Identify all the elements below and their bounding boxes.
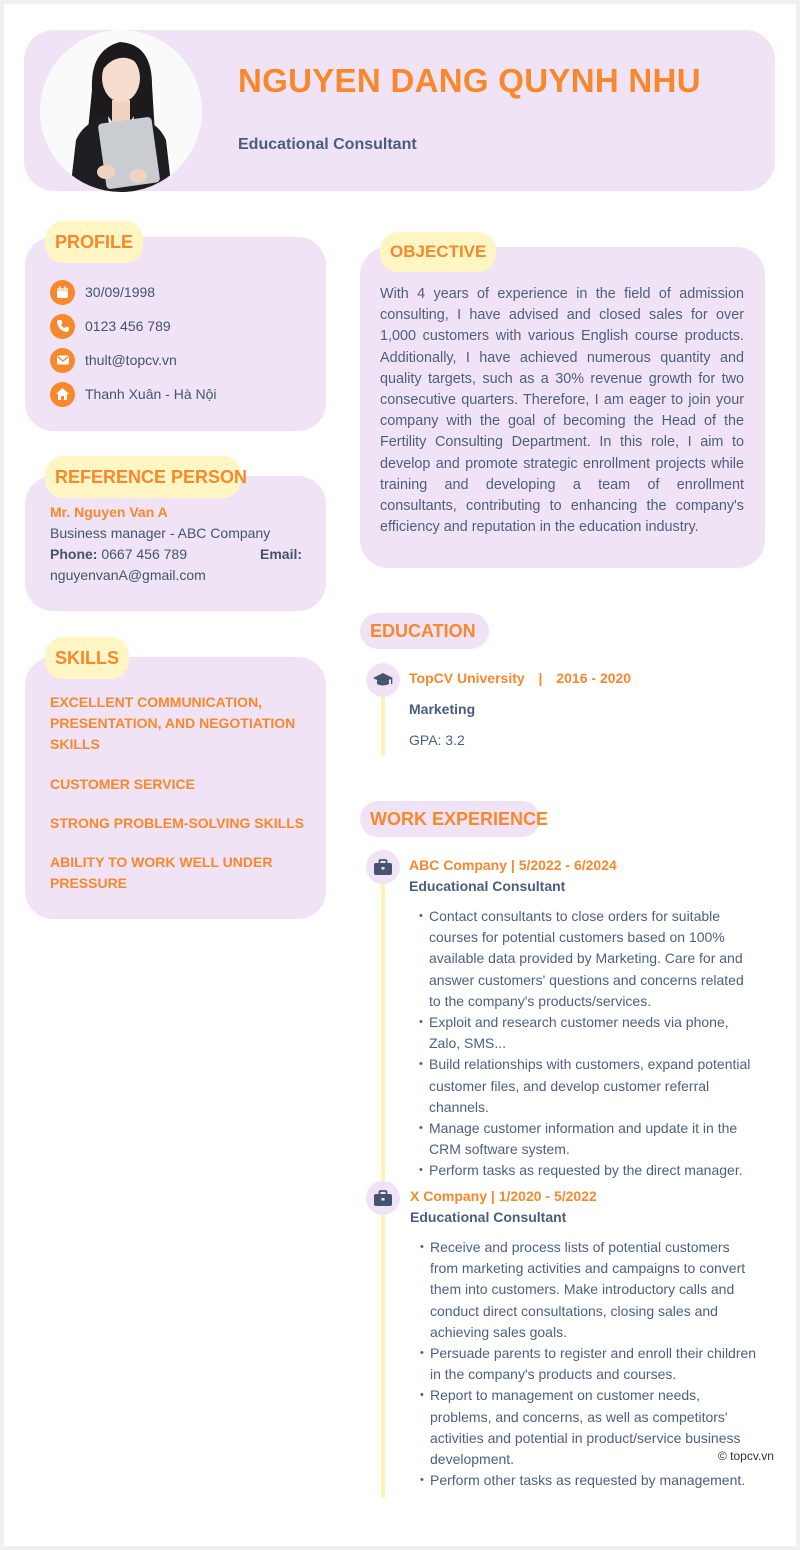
profile-phone-row	[50, 313, 171, 339]
education-gpa: GPA: 3.2	[409, 732, 465, 748]
briefcase-icon	[373, 1190, 393, 1207]
job-bullets	[420, 1237, 760, 1491]
profile-heading: PROFILE	[45, 221, 143, 263]
reference-name: Mr. Nguyen Van A	[50, 504, 168, 520]
job-bullet: • Receive and process lists of potential customers from marketing activities and campaigns to convert them into customers. Make introductory calls and conduct direct consultations, closing sales and achieving sales goals.	[420, 1237, 760, 1343]
job-bullet: • Build relationships with customers, expand potential customer files, and develop customer referral channels.	[419, 1054, 759, 1118]
job-bullet: • Manage customer information and update it in the CRM software system.	[419, 1118, 759, 1160]
profile-birthday: 30/09/1998	[85, 284, 156, 300]
education-timeline	[381, 690, 385, 756]
job-node	[366, 850, 400, 884]
job-bullet: • Perform tasks as requested by the direct manager.	[419, 1160, 759, 1181]
skill-item: CUSTOMER SERVICE	[50, 776, 195, 792]
education-school: TopCV University	[409, 670, 525, 686]
phone-icon	[50, 314, 75, 339]
profile-email-row	[50, 347, 177, 373]
job-bullets	[419, 906, 759, 1182]
education-years: 2016 - 2020	[556, 670, 632, 686]
reference-phone-line	[50, 544, 187, 565]
job-bullet: • Contact consultants to close orders for suitable courses for potential customers based on 100% available data provided by Marketing. Care for and answer customers' questions and concerns related to the company's products/services.	[419, 906, 759, 1012]
reference-email-label: Email:	[260, 546, 303, 562]
profile-birthday-row	[50, 279, 155, 305]
profile-address-row	[50, 381, 217, 407]
briefcase-icon	[373, 859, 393, 876]
profile-photo	[40, 30, 202, 192]
email-icon	[50, 348, 75, 373]
skill-item: STRONG PROBLEM-SOLVING SKILLS	[50, 815, 305, 831]
objective-heading: OBJECTIVE	[380, 232, 496, 272]
job-title: Educational Consultant	[410, 1209, 567, 1225]
candidate-name: NGUYEN DANG QUYNH NHU	[238, 62, 701, 99]
education-school-line	[409, 670, 631, 686]
skill-item: EXCELLENT COMMUNICATION, PRESENTATION, AND NEGOTIATION SKILLS	[50, 694, 296, 752]
education-major: Marketing	[409, 701, 476, 717]
calendar-icon	[50, 280, 75, 305]
graduation-cap-icon	[372, 671, 394, 689]
job-bullet: • Report to management on customer needs, problems, and concerns, as well as competitors' activities and potential in product/service business development.	[420, 1385, 760, 1470]
job-bullet: • Persuade parents to register and enroll their children in the company's products and courses.	[420, 1343, 760, 1385]
job-bullet: • Exploit and research customer needs via phone, Zalo, SMS...	[419, 1012, 759, 1054]
candidate-job-title: Educational Consultant	[238, 136, 417, 153]
job-header: ABC Company | 5/2022 - 6/2024	[409, 857, 617, 873]
skills-heading: SKILLS	[45, 637, 129, 679]
reference-heading: REFERENCE PERSON	[45, 456, 241, 498]
home-icon	[50, 382, 75, 407]
skill-item: ABILITY TO WORK WELL UNDER PRESSURE	[50, 854, 273, 891]
reference-phone-label: Phone:	[50, 546, 98, 562]
job-node	[366, 1181, 400, 1215]
job-title: Educational Consultant	[409, 878, 566, 894]
education-separator: |	[538, 670, 543, 686]
education-node	[366, 663, 400, 697]
education-heading: EDUCATION	[360, 613, 489, 649]
reference-phone: 0667 456 789	[101, 546, 187, 562]
topcv-watermark: © topcv.vn	[718, 1449, 774, 1463]
profile-phone: 0123 456 789	[85, 318, 171, 334]
job-header: X Company | 1/2020 - 5/2022	[410, 1188, 597, 1204]
profile-address: Thanh Xuân - Hà Nội	[85, 386, 217, 402]
job-bullet: • Perform other tasks as requested by management.	[420, 1470, 760, 1491]
profile-email: thult@topcv.vn	[85, 352, 177, 368]
reference-position: Business manager - ABC Company	[50, 525, 271, 541]
objective-text: With 4 years of experience in the field of admission consulting, I have advised and closed sales for over 1,000 customers with various English course products. Additionally, I have achieved numerous quantity and quality targets, such as a 30% revenue growth for two consecutive quarters. Therefore, I am eager to join your company with the goal of becoming the Head of the Fertility Consulting Department. In this role, I aim to develop and promote strategic enrollment projects while training and developing a team of enrollment consultants, contributing to enhancing the company's efficiency and reputation in the education industry.	[380, 286, 744, 536]
reference-email: nguyenvanA@gmail.com	[50, 567, 206, 583]
work-heading: WORK EXPERIENCE	[360, 801, 540, 837]
